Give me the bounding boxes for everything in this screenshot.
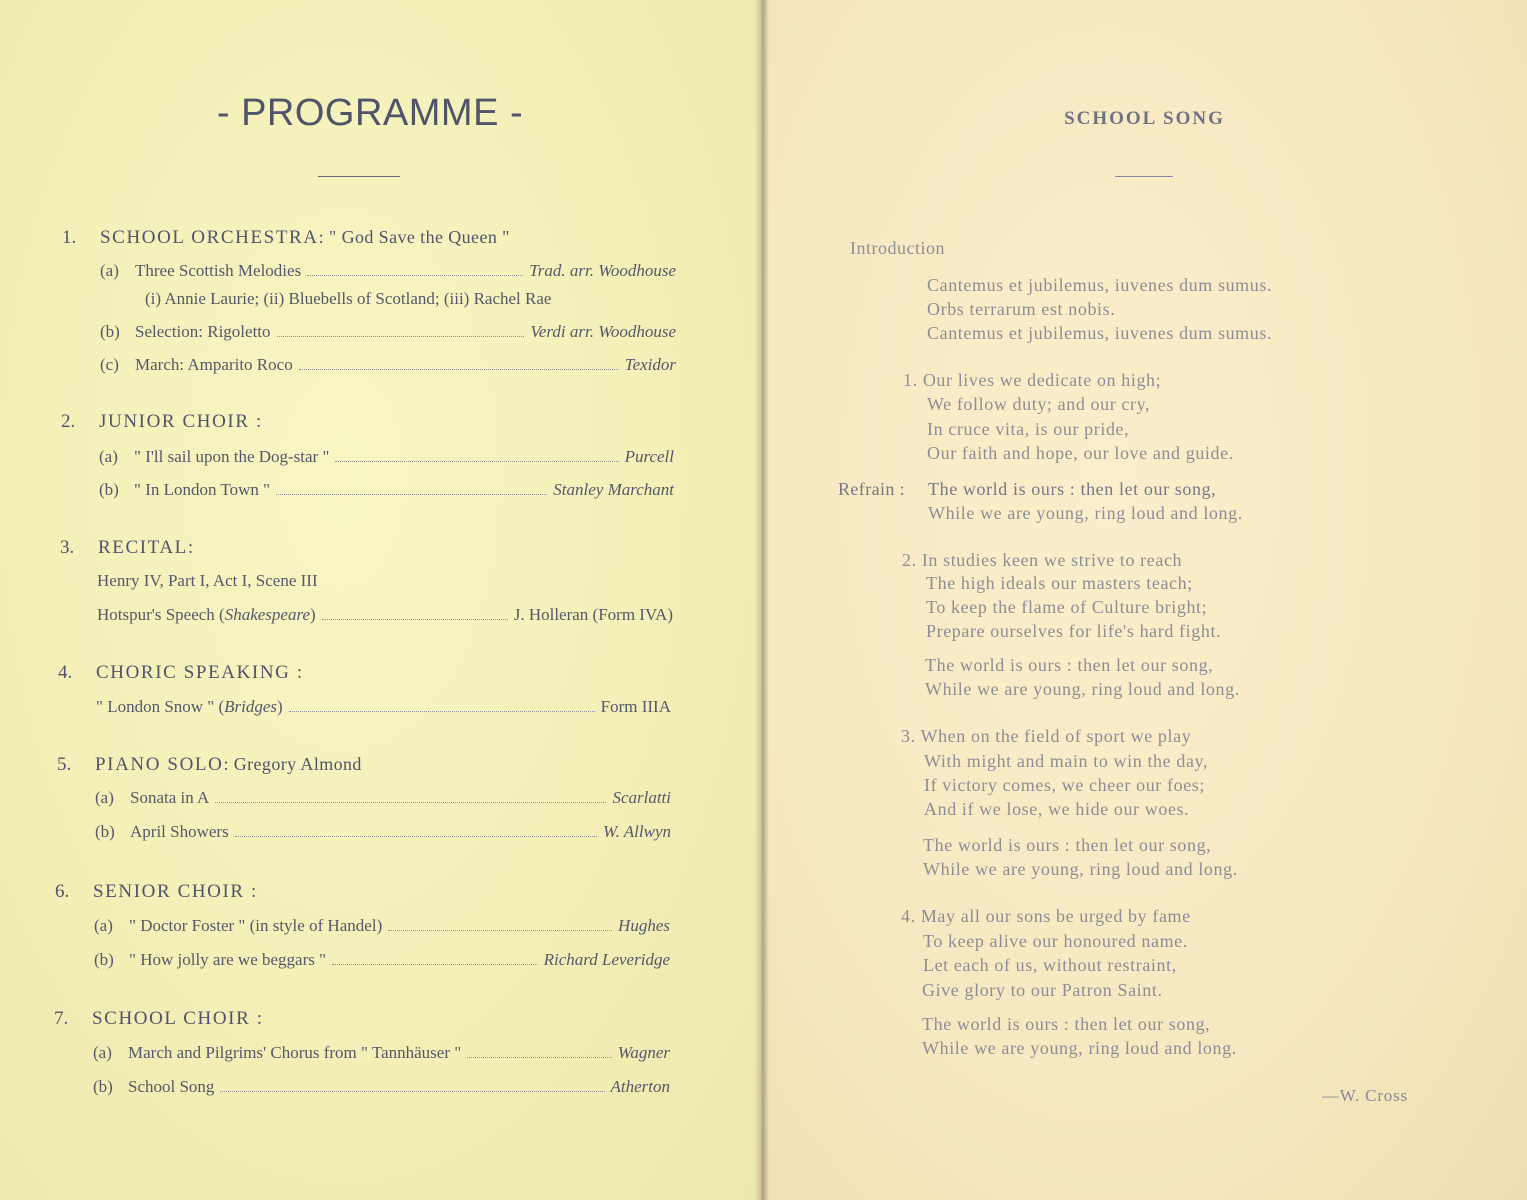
entry-label: (a) bbox=[95, 788, 114, 807]
item-title: RECITAL: bbox=[98, 537, 195, 558]
verse-text: When on the field of sport we play bbox=[920, 726, 1192, 746]
programme-item-heading bbox=[54, 1008, 264, 1030]
entry-composer: Richard Leveridge bbox=[543, 950, 670, 969]
verse-text: In studies keen we strive to reach bbox=[921, 550, 1183, 570]
programme-entry bbox=[95, 788, 671, 808]
programme-item-heading bbox=[57, 754, 362, 776]
programme-entry bbox=[97, 605, 673, 625]
item-number: 2. bbox=[61, 411, 76, 432]
entry-label: (a) bbox=[93, 1043, 112, 1062]
refrain-line: While we are young, ring loud and long. bbox=[928, 503, 1243, 523]
item-title: SCHOOL CHOIR : bbox=[92, 1008, 264, 1029]
item-number: 1. bbox=[62, 227, 77, 248]
programme-item-heading bbox=[61, 411, 263, 433]
entry-title: April Showers bbox=[130, 822, 229, 841]
verse-line bbox=[901, 906, 1191, 927]
entry-performer: J. Holleran (Form IVA) bbox=[513, 605, 673, 624]
leader-dots bbox=[307, 275, 523, 276]
entry-label: (b) bbox=[95, 822, 115, 841]
entry-title: " I'll sail upon the Dog-star " bbox=[134, 447, 330, 466]
entry-title: " Doctor Foster " (in style of Handel) bbox=[129, 916, 383, 935]
programme-entry bbox=[95, 822, 671, 842]
entry-label: (a) bbox=[99, 447, 118, 466]
school-song-page bbox=[762, 0, 1527, 1200]
leader-dots bbox=[299, 369, 619, 370]
refrain-line: While we are young, ring loud and long. bbox=[923, 859, 1238, 879]
entry-composer: Verdi arr. Woodhouse bbox=[530, 322, 676, 341]
programme-entry bbox=[94, 950, 670, 970]
item-title-extra: : " God Save the Queen " bbox=[318, 227, 510, 247]
entry-title: March and Pilgrims' Chorus from " Tannhäuser " bbox=[128, 1043, 462, 1062]
entry-composer: Hughes bbox=[618, 916, 670, 935]
verse-number: 4. bbox=[901, 906, 916, 926]
entry-label: (a) bbox=[94, 916, 113, 935]
programme-item-heading bbox=[62, 227, 510, 249]
entry-title: School Song bbox=[128, 1077, 215, 1096]
verse-line: If victory comes, we cheer our foes; bbox=[924, 775, 1205, 795]
item-title-extra: : Gregory Almond bbox=[223, 754, 362, 774]
entry-title-end: ) bbox=[277, 697, 283, 716]
programme-entry bbox=[99, 447, 674, 467]
verse-line: And if we lose, we hide our woes. bbox=[924, 799, 1190, 819]
item-title: SENIOR CHOIR : bbox=[93, 881, 258, 902]
item-title: JUNIOR CHOIR : bbox=[99, 411, 263, 432]
verse-number: 2. bbox=[902, 550, 917, 570]
leader-dots bbox=[276, 494, 547, 495]
item-number: 4. bbox=[58, 662, 73, 683]
verse-line: To keep alive our honoured name. bbox=[923, 931, 1188, 951]
entry-label: (c) bbox=[100, 355, 119, 374]
entry-label: (b) bbox=[100, 322, 120, 341]
intro-line: Cantemus et jubilemus, iuvenes dum sumus. bbox=[927, 275, 1273, 295]
verse-line bbox=[901, 726, 1191, 747]
programme-entry bbox=[94, 916, 670, 936]
item-title: PIANO SOLO bbox=[95, 754, 224, 775]
intro-line: Cantemus et jubilemus, iuvenes dum sumus. bbox=[927, 323, 1273, 343]
entry-subline: (i) Annie Laurie; (ii) Bluebells of Scotland; (iii) Rachel Rae bbox=[145, 289, 552, 308]
item-number: 6. bbox=[55, 881, 70, 902]
leader-dots bbox=[467, 1057, 612, 1058]
refrain-line: The world is ours : then let our song, bbox=[925, 655, 1214, 675]
verse-text: Our lives we dedicate on high; bbox=[922, 370, 1162, 390]
entry-title-end: ) bbox=[310, 605, 316, 624]
title-divider bbox=[318, 176, 400, 177]
leader-dots bbox=[215, 802, 606, 803]
leader-dots bbox=[235, 836, 597, 837]
entry-composer: Stanley Marchant bbox=[553, 480, 674, 499]
leader-dots bbox=[335, 461, 618, 462]
entry-label: (b) bbox=[94, 950, 114, 969]
entry-composer: Atherton bbox=[610, 1077, 670, 1096]
entry-title: Sonata in A bbox=[130, 788, 210, 807]
programme-item-heading bbox=[60, 537, 195, 559]
refrain-line: The world is ours : then let our song, bbox=[928, 479, 1217, 499]
item-number: 3. bbox=[60, 537, 75, 558]
programme-entry bbox=[93, 1043, 670, 1063]
programme-title: - PROGRAMME - bbox=[216, 92, 524, 134]
entry-label: (a) bbox=[100, 261, 119, 280]
programme-entry bbox=[96, 697, 671, 717]
programme-item-heading bbox=[55, 881, 258, 903]
entry-title: " London Snow " ( bbox=[96, 697, 225, 716]
entry-title: Selection: Rigoletto bbox=[135, 322, 271, 341]
entry-title: Hotspur's Speech ( bbox=[97, 605, 225, 624]
verse-line: Prepare ourselves for life's hard fight. bbox=[926, 621, 1222, 641]
song-title-divider bbox=[1115, 176, 1173, 177]
programme-entry bbox=[100, 322, 676, 342]
entry-author: Shakespeare bbox=[224, 605, 311, 624]
leader-dots bbox=[322, 619, 508, 620]
programme-entry bbox=[99, 480, 674, 500]
verse-line: Let each of us, without restraint, bbox=[923, 955, 1177, 975]
song-title: SCHOOL SONG bbox=[1064, 108, 1225, 129]
item-number: 7. bbox=[54, 1008, 69, 1029]
verse-line: In cruce vita, is our pride, bbox=[927, 419, 1130, 439]
entry-composer: Wagner bbox=[617, 1043, 670, 1062]
entry-composer: Scarlatti bbox=[612, 788, 671, 807]
entry-label: (b) bbox=[99, 480, 119, 499]
entry-composer: Texidor bbox=[624, 355, 676, 374]
verse-line: We follow duty; and our cry, bbox=[927, 394, 1151, 414]
programme-entry bbox=[100, 355, 676, 375]
refrain-line: While we are young, ring loud and long. bbox=[925, 679, 1240, 699]
programme-item-heading bbox=[58, 662, 304, 684]
verse-line: Give glory to our Patron Saint. bbox=[922, 980, 1163, 1000]
recital-work: Henry IV, Part I, Act I, Scene III bbox=[97, 571, 318, 590]
leader-dots bbox=[220, 1091, 604, 1092]
leader-dots bbox=[277, 336, 525, 337]
programme-entry bbox=[93, 1077, 670, 1097]
book-spine bbox=[755, 0, 769, 1200]
intro-line: Orbs terrarum est nobis. bbox=[927, 299, 1116, 319]
refrain-line: The world is ours : then let our song, bbox=[923, 835, 1212, 855]
entry-title: March: Amparito Roco bbox=[135, 355, 293, 374]
author-signature: —W. Cross bbox=[1322, 1086, 1408, 1105]
entry-title: " How jolly are we beggars " bbox=[129, 950, 327, 969]
introduction-label: Introduction bbox=[850, 238, 945, 258]
entry-composer: Trad. arr. Woodhouse bbox=[529, 261, 676, 280]
leader-dots bbox=[388, 930, 612, 931]
entry-composer: Purcell bbox=[624, 447, 674, 466]
entry-title: " In London Town " bbox=[134, 480, 271, 499]
entry-author: Bridges bbox=[224, 697, 278, 716]
entry-title: Three Scottish Melodies bbox=[135, 261, 302, 280]
verse-line: The high ideals our masters teach; bbox=[926, 573, 1193, 593]
item-title: SCHOOL ORCHESTRA bbox=[100, 227, 319, 248]
item-title: CHORIC SPEAKING : bbox=[96, 662, 304, 683]
refrain-label: Refrain : bbox=[838, 479, 906, 499]
programme-page bbox=[0, 0, 762, 1200]
leader-dots bbox=[332, 964, 538, 965]
verse-line: With might and main to win the day, bbox=[924, 751, 1209, 771]
entry-performer: Form IIIA bbox=[600, 697, 671, 716]
verse-line: Our faith and hope, our love and guide. bbox=[927, 443, 1234, 463]
verse-line bbox=[903, 370, 1161, 391]
item-number: 5. bbox=[57, 754, 72, 775]
refrain-line: While we are young, ring loud and long. bbox=[922, 1038, 1237, 1058]
verse-line bbox=[902, 550, 1182, 571]
entry-composer: W. Allwyn bbox=[602, 822, 671, 841]
entry-label: (b) bbox=[93, 1077, 113, 1096]
verse-text: May all our sons be urged by fame bbox=[920, 906, 1191, 926]
leader-dots bbox=[289, 711, 595, 712]
verse-line: To keep the flame of Culture bright; bbox=[926, 597, 1208, 617]
programme-entry bbox=[100, 261, 676, 281]
refrain-line: The world is ours : then let our song, bbox=[922, 1014, 1211, 1034]
verse-number: 3. bbox=[901, 726, 916, 746]
verse-number: 1. bbox=[903, 370, 918, 390]
